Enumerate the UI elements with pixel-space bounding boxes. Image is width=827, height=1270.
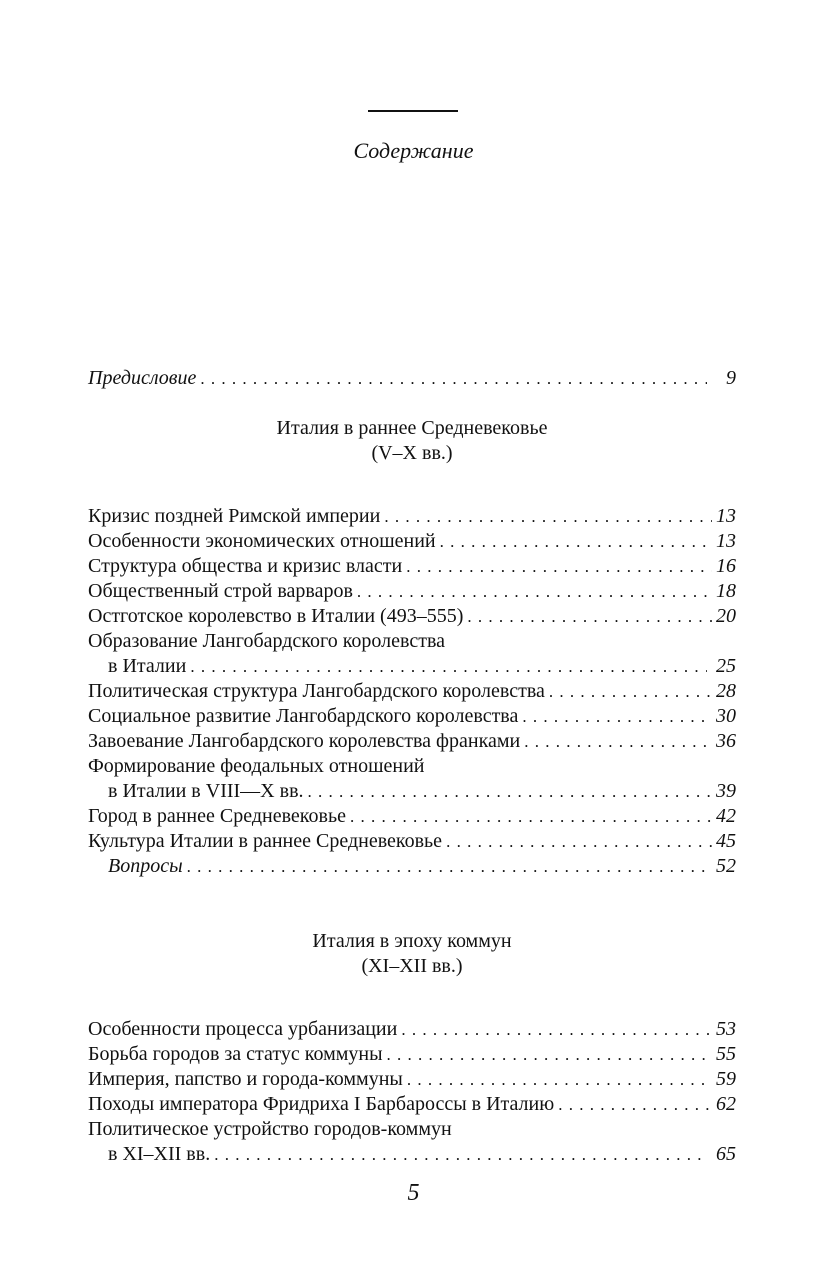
toc-entry-title-continuation: в Италии <box>108 655 187 677</box>
toc-entry-title: Борьба городов за статус коммуны <box>88 1043 383 1065</box>
toc-entry-title: Структура общества и кризис власти <box>88 555 403 577</box>
toc-entry[interactable] <box>88 804 736 829</box>
toc-entry-title: Общественный строй варваров <box>88 580 353 602</box>
page-number: 5 <box>407 1180 420 1206</box>
toc-entry[interactable] <box>88 1017 736 1042</box>
dot-leader <box>214 1142 708 1167</box>
toc-entry-title: Предисловие <box>88 367 197 389</box>
section-title: Италия в эпоху коммун <box>312 930 512 952</box>
toc-entry-title: Кризис поздней Римской империи <box>88 505 381 527</box>
toc-entry-page: 52 <box>716 855 736 877</box>
toc-entry-title-continuation: в XI–XII вв. <box>108 1143 211 1165</box>
section-heading-2 <box>88 929 736 979</box>
toc-entry-page: 65 <box>716 1143 736 1165</box>
toc-entry-title: Социальное развитие Лангобардского королевства <box>88 705 519 727</box>
toc-entry-page: 39 <box>716 780 736 802</box>
toc-entry[interactable] <box>88 579 736 604</box>
toc-entry-title: Формирование феодальных отношений <box>88 755 425 777</box>
toc-entry-page: 45 <box>716 830 736 852</box>
toc-entry-page: 59 <box>716 1068 736 1090</box>
toc-entry-multiline[interactable] <box>88 1117 736 1167</box>
dot-leader <box>384 504 712 529</box>
toc-entry[interactable] <box>88 1092 736 1117</box>
toc-entry[interactable] <box>88 729 736 754</box>
toc-entry-title: Политическая структура Лангобардского королевства <box>88 680 545 702</box>
dot-leader <box>357 579 712 604</box>
dot-leader <box>200 366 707 391</box>
toc-entry-page: 18 <box>716 580 736 602</box>
toc-entry-title: Политическое устройство городов-коммун <box>88 1118 452 1140</box>
toc-entry[interactable] <box>88 704 736 729</box>
section-heading-1 <box>88 416 736 466</box>
dot-leader <box>446 829 712 854</box>
toc-entry-page: 42 <box>716 805 736 827</box>
section-title: Италия в раннее Средневековье <box>276 417 548 439</box>
table-of-contents <box>88 366 736 1167</box>
dot-leader <box>407 1067 712 1092</box>
dot-leader <box>467 604 712 629</box>
toc-entry-page: 20 <box>716 605 736 627</box>
toc-entry-page: 36 <box>716 730 736 752</box>
toc-entry-title: Особенности процесса урбанизации <box>88 1018 398 1040</box>
toc-entry-title: Остготское королевство в Италии (493–555) <box>88 605 464 627</box>
toc-entry-page: 25 <box>716 655 736 677</box>
dot-leader <box>190 654 706 679</box>
toc-entry-title-continuation: в Италии в VIII—X вв. <box>108 780 304 802</box>
dot-leader <box>558 1092 712 1117</box>
dot-leader <box>524 729 712 754</box>
toc-entry-page: 13 <box>716 530 736 552</box>
toc-entry[interactable] <box>88 604 736 629</box>
dot-leader <box>522 704 712 729</box>
toc-entry-page: 30 <box>716 705 736 727</box>
toc-entry-title: Вопросы <box>108 855 183 877</box>
toc-entry-title: Культура Италии в раннее Средневековье <box>88 830 443 852</box>
toc-entry[interactable] <box>88 554 736 579</box>
toc-entry[interactable] <box>88 829 736 854</box>
toc-entry-title: Походы императора Фридриха I Барбароссы в Италию <box>88 1093 555 1115</box>
toc-entry-title: Завоевание Лангобардского королевства франками <box>88 730 521 752</box>
toc-entry[interactable] <box>88 679 736 704</box>
toc-entry-questions[interactable] <box>88 854 736 879</box>
dot-leader <box>187 854 707 879</box>
toc-entry-page: 13 <box>716 505 736 527</box>
toc-entry[interactable] <box>88 1067 736 1092</box>
toc-entry[interactable] <box>88 504 736 529</box>
dot-leader <box>440 529 712 554</box>
toc-entry[interactable] <box>88 529 736 554</box>
dot-leader <box>549 679 712 704</box>
toc-entry-page: 62 <box>716 1093 736 1115</box>
dot-leader <box>406 554 712 579</box>
toc-entry-page: 16 <box>716 555 736 577</box>
dot-leader <box>401 1017 712 1042</box>
section-period: (V–X вв.) <box>371 442 453 464</box>
dot-leader <box>387 1042 712 1067</box>
section-period: (XI–XII вв.) <box>361 955 463 977</box>
top-rule <box>368 110 458 112</box>
toc-entry[interactable] <box>88 1042 736 1067</box>
dot-leader <box>308 779 712 804</box>
toc-entry-title: Образование Лангобардского королевства <box>88 630 446 652</box>
dot-leader <box>350 804 712 829</box>
toc-entry-title: Особенности экономических отношений <box>88 530 436 552</box>
toc-entry-preface[interactable] <box>88 366 736 391</box>
toc-entry-page: 28 <box>716 680 736 702</box>
toc-entry-page: 55 <box>716 1043 736 1065</box>
toc-entry-multiline[interactable] <box>88 629 736 679</box>
toc-entry-page: 53 <box>716 1018 736 1040</box>
page-title: Содержание <box>353 138 474 163</box>
toc-entry-multiline[interactable] <box>88 754 736 804</box>
toc-entry-page: 9 <box>726 367 736 389</box>
toc-entry-title: Город в раннее Средневековье <box>88 805 346 827</box>
toc-entry-title: Империя, папство и города-коммуны <box>88 1068 403 1090</box>
